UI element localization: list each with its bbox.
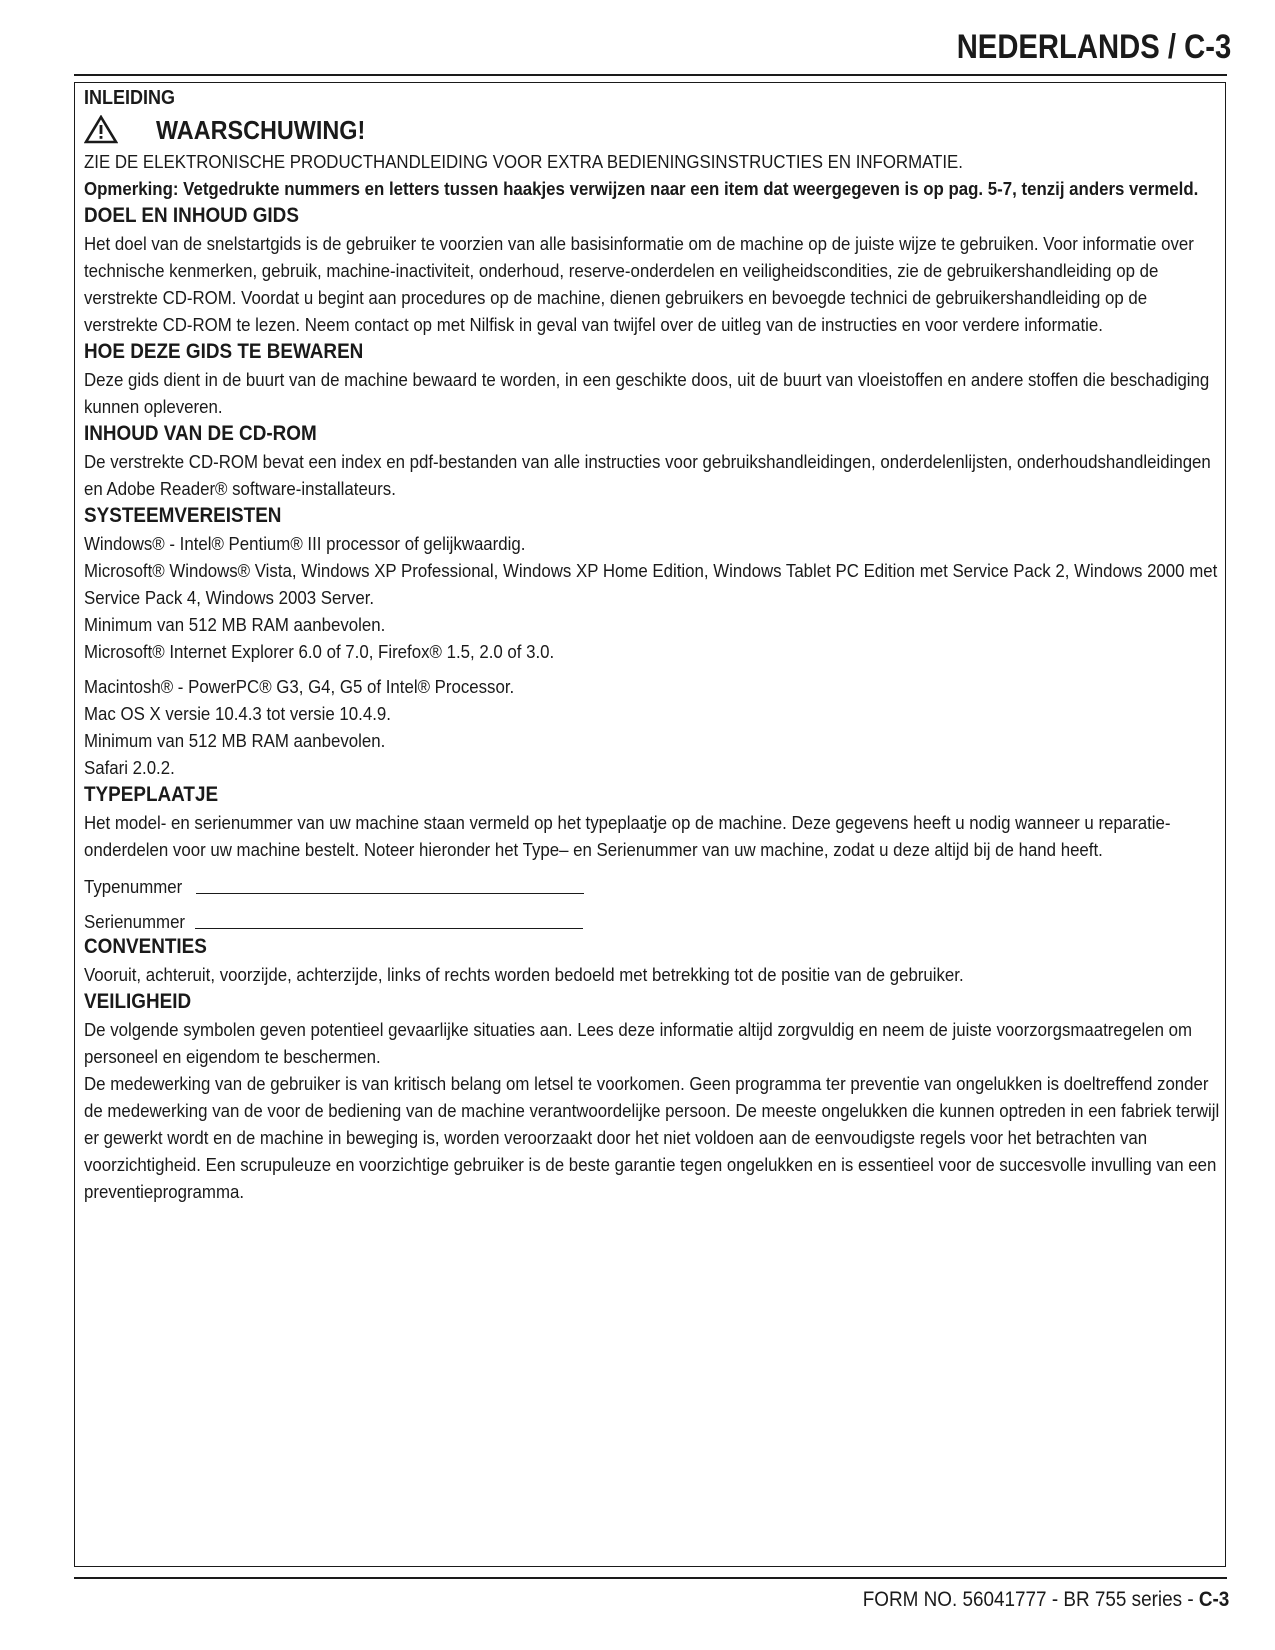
safety-text-2: De medewerking van de gebruiker is van kritisch belang om letsel te voorkomen. Geen programma ter preventie van ongelukken is doeltreffend zonder de medewerking van de voor de bediening van de machine verantwoordelijke persoon. De meeste ongelukken die kunnen optreden in een fabriek terwijl er gewerkt wordt en de machine in beweging is, worden veroorzaakt door het niet voldoen aan de eenvoudigste regels voor het betrachten van voorzichtigheid. Een scrupuleuze en voorzichtige gebruiker is de beste garantie tegen ongelukken en is essentieel voor de succesvolle invulling van een preventieprogramma. [84,1073,1220,1202]
footer-page-number: C-3 [1198,1588,1229,1611]
nameplate-text: Het model- en serienummer van uw machine staan vermeld op het typeplaatje op de machine. Deze gegevens heeft u nodig wanneer u reparatie-onderdelen voor uw machine bestelt. Noteer hieronder het Type– en Serienummer van uw machine, zodat u deze altijd bij de hand heeft. [84,812,1171,860]
heading-requirements: SYSTEEMVEREISTEN [84,504,282,527]
warning-text: ZIE DE ELEKTRONISCHE PRODUCTHANDLEIDING VOOR EXTRA BEDIENINGSINSTRUCTIES EN INFORMATIE. [84,151,963,172]
req-mac-4: Safari 2.0.2. [84,757,175,778]
req-mac-1: Macintosh® - PowerPC® G3, G4, G5 of Intel® Processor. [84,676,515,697]
heading-nameplate: TYPEPLAATJE [84,783,219,806]
req-windows-4: Microsoft® Internet Explorer 6.0 of 7.0, Firefox® 1.5, 2.0 of 3.0. [84,641,555,662]
req-mac-3: Minimum van 512 MB RAM aanbevolen. [84,730,386,751]
heading-safety: VEILIGHEID [84,990,192,1013]
intro-note: Opmerking: Vetgedrukte nummers en letters tussen haakjes verwijzen naar een item dat weergegeven is op pag. 5-7, tenzij anders vermeld. [84,178,1199,199]
storage-text: Deze gids dient in de buurt van de machine bewaard te worden, in een geschikte doos, uit de buurt van vloeistoffen en andere stoffen die beschadiging kunnen opleveren. [84,369,1210,417]
conventions-text: Vooruit, achteruit, voorzijde, achterzijde, links of rechts worden bedoeld met betrekking tot de positie van de gebruiker. [84,964,964,985]
heading-cdrom: INHOUD VAN DE CD-ROM [84,422,317,445]
req-windows-1: Windows® - Intel® Pentium® III processor of gelijkwaardig. [84,533,526,554]
serial-number-field[interactable] [84,906,1224,933]
footer-rule [74,1577,1227,1579]
serial-number-label: Serienummer [84,911,186,932]
serial-number-line[interactable] [195,927,583,929]
footer-form-number: FORM NO. 56041777 - BR 755 series - [862,1588,1199,1611]
header-rule [74,74,1227,76]
heading-storage: HOE DEZE GIDS TE BEWAREN [84,340,364,363]
page-header-title: NEDERLANDS / C-3 [956,28,1231,66]
heading-purpose: DOEL EN INHOUD GIDS [84,204,299,227]
type-number-label: Typenummer [84,876,183,897]
req-mac-2: Mac OS X versie 10.4.3 tot versie 10.4.9. [84,703,391,724]
heading-conventions: CONVENTIES [84,935,207,958]
safety-text-1: De volgende symbolen geven potentieel gevaarlijke situaties aan. Lees deze informatie altijd zorgvuldig en neem de juiste voorzorgsmaatregelen om personeel en eigendom te beschermen. [84,1019,1193,1067]
warning-title: WAARSCHUWING! [156,114,366,145]
page-footer [862,1588,1229,1612]
purpose-text: Het doel van de snelstartgids is de gebruiker te voorzien van alle basisinformatie om de machine op de juiste wijze te gebruiken. Voor informatie over technische kenmerken, gebruik, machine-inactiviteit, onderhoud, reserve-onderdelen en veiligheidscondities, zie de gebruikershandleiding op de verstrekte CD-ROM. Voordat u begint aan procedures op de machine, dienen gebruikers en bevoegde technici de gebruikershandleiding op de verstrekte CD-ROM te lezen. Neem contact op met Nilfisk in geval van twijfel over de uitleg van de instructies en voor verdere informatie. [84,233,1194,335]
type-number-line[interactable] [196,892,584,894]
req-windows-3: Minimum van 512 MB RAM aanbevolen. [84,614,386,635]
heading-intro: INLEIDING [84,87,176,109]
req-windows-2: Microsoft® Windows® Vista, Windows XP Professional, Windows XP Home Edition, Windows Tablet PC Edition met Service Pack 2, Windows 2000 met Service Pack 4, Windows 2003 Server. [84,560,1218,608]
document-body [84,84,1224,1205]
warning-triangle-icon [84,115,118,145]
cdrom-text: De verstrekte CD-ROM bevat een index en pdf-bestanden van alle instructies voor gebruikshandleidingen, onderdelenlijsten, onderhoudshandleidingen en Adobe Reader® software-installateurs. [84,451,1211,499]
type-number-field[interactable] [84,871,1224,898]
warning-row [84,112,1224,148]
